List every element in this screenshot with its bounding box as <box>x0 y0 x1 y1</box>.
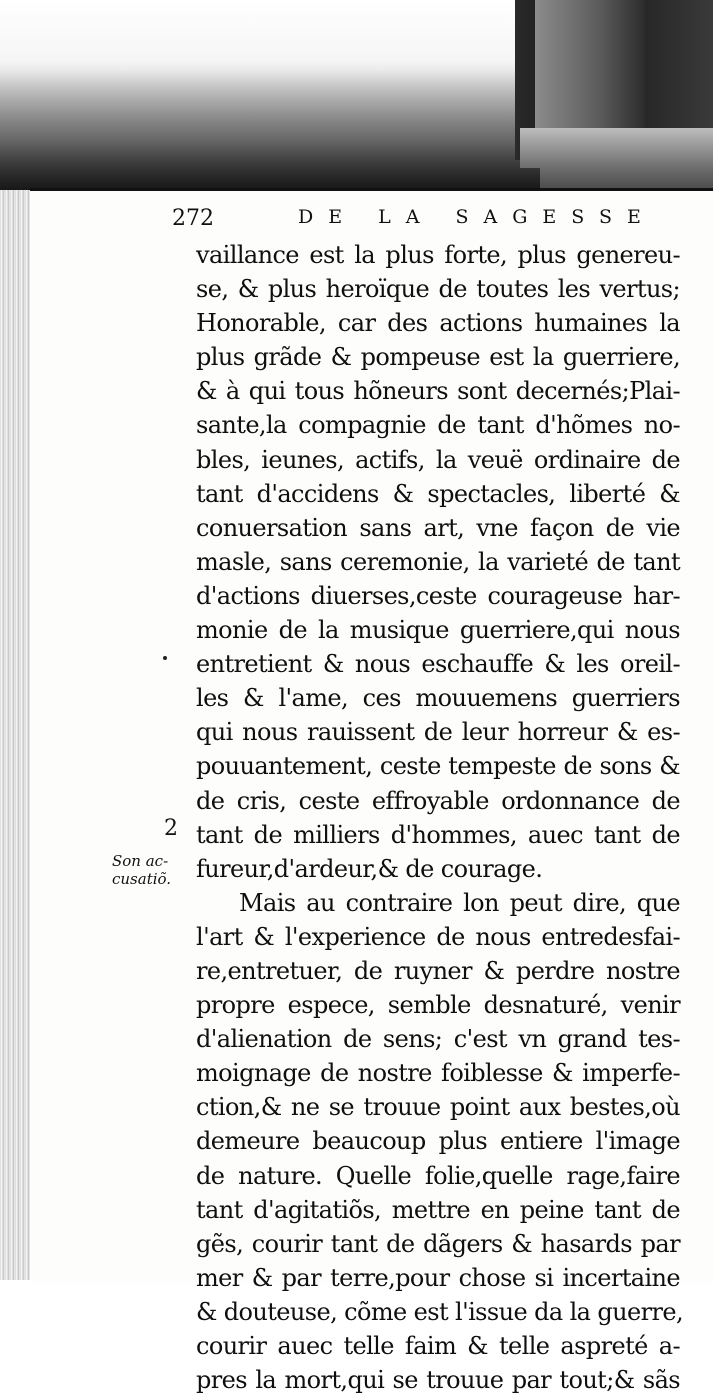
text-line: monie de la musique guerriere,qui nous <box>196 616 680 645</box>
text-line: demeure beaucoup plus entiere l'image <box>196 1127 680 1156</box>
text-line: qui nous rauissent de leur horreur & es- <box>196 718 680 747</box>
shadow-area <box>0 60 540 200</box>
margin-note-line: cusatiõ. <box>112 870 172 888</box>
margin-number: 2 <box>164 816 178 841</box>
page-header <box>172 206 692 236</box>
text-line: bles, ieunes, actifs, la veuë ordinaire de <box>196 445 680 474</box>
text-line: conuersation sans art, vne façon de vie <box>196 513 680 542</box>
stone-ledge <box>520 128 713 168</box>
text-line: Mais au contraire lon peut dire, que <box>196 888 680 917</box>
text-line: moignage de nostre foiblesse & imperfe- <box>196 1059 680 1088</box>
text-line: ction,& ne se trouue point aux bestes,où <box>196 1093 680 1122</box>
text-line: re,entretuer, de ruyner & perdre nostre <box>196 956 680 985</box>
margin-note <box>112 852 192 888</box>
text-line: & à qui tous hõneurs sont decernés;Plai- <box>196 377 680 406</box>
text-line: pouuantement, ceste tempeste de sons & <box>196 752 680 781</box>
text-line: sante,la compagnie de tant d'hõmes no- <box>196 411 680 440</box>
text-line: masle, sans ceremonie, la varieté de tant <box>196 547 680 576</box>
text-line: propre espece, semble desnaturé, venir <box>196 991 680 1020</box>
text-line: d'actions diuerses,ceste courageuse har- <box>196 581 680 610</box>
text-line: fureur,d'ardeur,& de courage. <box>196 854 543 883</box>
text-line: tant d'agitatiõs, mettre en peine tant de <box>196 1195 680 1224</box>
text-line: de cris, ceste effroyable ordonnance de <box>196 786 680 815</box>
text-line: l'art & l'experience de nous entredesfai- <box>196 922 680 951</box>
text-line: entretient & nous eschauffe & les oreil- <box>196 650 680 679</box>
margin-dot <box>163 656 167 660</box>
text-line: Honorable, car des actions humaines la <box>196 309 680 338</box>
page-number: 272 <box>172 206 214 231</box>
text-line: vaillance est la plus forte, plus genereu- <box>196 241 680 269</box>
text-line: se, & plus heroïque de toutes les vertus; <box>196 275 680 304</box>
text-line: mer & par terre,pour chose si incertaine <box>196 1263 680 1292</box>
running-title: DE LA SAGESSE <box>298 206 656 228</box>
text-line: gẽs, courir tant de dãgers & hasards par <box>196 1229 680 1258</box>
text-line: pres la mort,qui se trouue par tout;& sãs <box>196 1366 680 1395</box>
text-line: courir auec telle faim & telle aspreté a- <box>196 1332 680 1360</box>
text-line: d'alienation de sens; c'est vn grand tes- <box>196 1025 680 1054</box>
text-line: tant de milliers d'hommes, auec tant de <box>196 820 680 849</box>
text-line: tant d'accidens & spectacles, liberté & <box>196 479 680 508</box>
book-page-edges <box>0 190 32 1280</box>
text-line: les & l'ame, ces mouuemens guerriers <box>196 684 680 713</box>
text-line: & douteuse, cõme est l'issue da la guerre, <box>196 1297 684 1326</box>
body-text <box>196 238 684 1397</box>
margin-note-line: Son ac- <box>112 852 169 870</box>
text-line: plus grãde & pompeuse est la guerriere, <box>196 343 680 372</box>
text-line: de nature. Quelle folie,quelle rage,faire <box>196 1161 680 1190</box>
